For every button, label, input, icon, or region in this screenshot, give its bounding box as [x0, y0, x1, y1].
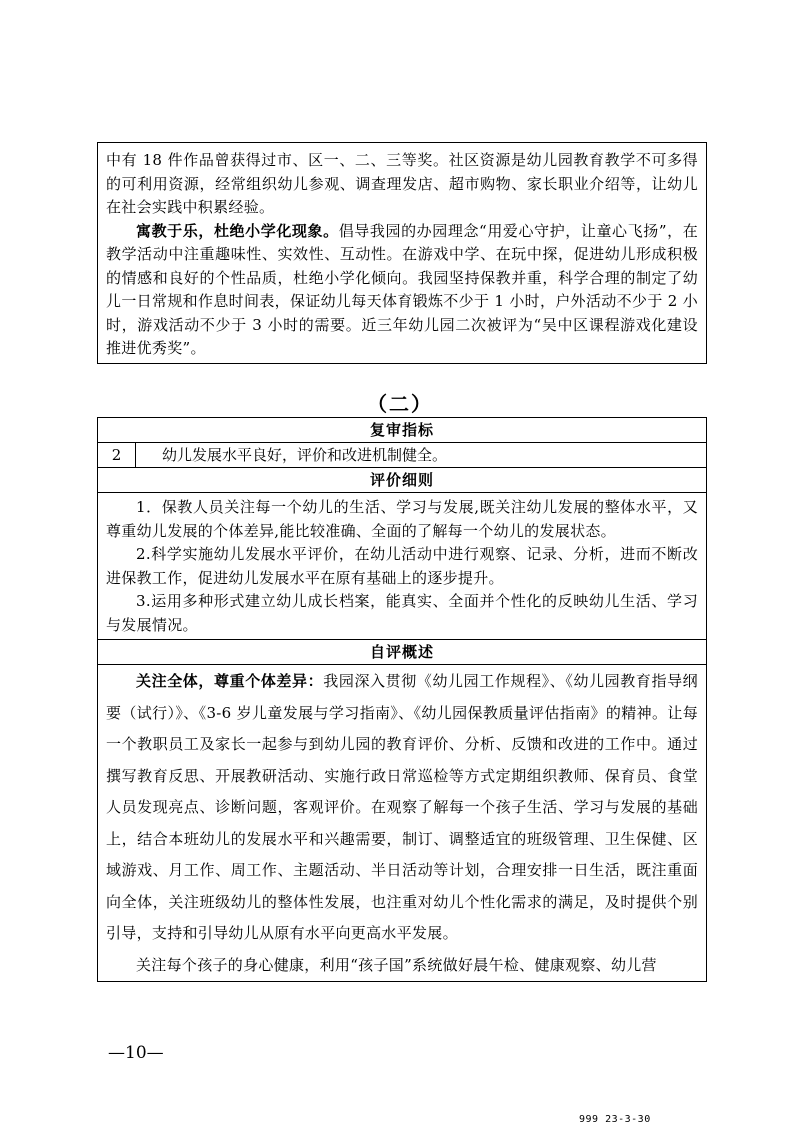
- footer-code: 999 23-3-30: [579, 1114, 651, 1125]
- criteria-item-1: 1．保教人员关注每一个幼儿的生活、学习与发展,既关注幼儿发展的整体水平，又尊重幼儿发展的个体差异,能比较准确、全面的了解每一个幼儿的发展状态。: [106, 498, 698, 540]
- self-eval-cell: [98, 665, 707, 982]
- top-paragraph-2-lead: 寓教于乐，杜绝小学化现象。: [136, 221, 339, 240]
- review-header-row: [98, 418, 707, 443]
- indicator-row: [98, 443, 707, 468]
- indicator-text: 幼儿发展水平良好，评价和改进机制健全。: [136, 443, 707, 468]
- self-eval-paragraph-1: [106, 666, 698, 950]
- criteria-item-3: 3.运用多种形式建立幼儿成长档案，能真实、全面并个性化的反映幼儿生活、学习与发展情况。: [106, 592, 698, 634]
- top-paragraph-2-body: 倡导我园的办园理念“用爱心守护，让童心飞扬”，在教学活动中注重趣味性、实效性、互动性。在游戏中学、在玩中探，促进幼儿形成积极的情感和良好的个性品质，杜绝小学化倾向。我园坚持保教并重，科学合理的制定了幼儿一日常规和作息时间表，保证幼儿每天体育锻炼不少于 1 小时，户外活动不少于 2 小时，游戏活动不少于 3 小时的需要。近三年幼儿园二次被评为“吴中区课程游戏化建设推进优秀奖”。: [106, 221, 698, 357]
- criteria-cell: [98, 493, 707, 640]
- criteria-row: [98, 493, 707, 640]
- self-eval-body: 我园深入贯彻《幼儿园工作规程》、《幼儿园教育指导纲要（试行）》、《3-6 岁儿童发展与学习指南》、《幼儿园保教质量评估指南》的精神。让每一个教职员工及家长一起参与到幼儿园的教育评价、分析、反馈和改进的工作中。通过撰写教育反思、开展教研活动、实施行政日常巡检等方式定期组织教师、保育员、食堂人员发现亮点、诊断问题，客观评价。在观察了解每一个孩子生活、学习与发展的基础上，结合本班幼儿的发展水平和兴趣需要，制订、调整适宜的班级管理、卫生保健、区域游戏、月工作、周工作、主题活动、半日活动等计划，合理安排一日生活，既注重面向全体，关注班级幼儿的整体性发展，也注重对幼儿个性化需求的满足，及时提供个别引导，支持和引导幼儿从原有水平向更高水平发展。: [106, 672, 698, 942]
- self-eval-row: [98, 665, 707, 982]
- review-header: 复审指标: [98, 418, 707, 443]
- top-paragraph-1: 中有 18 件作品曾获得过市、区一、二、三等奖。社区资源是幼儿园教育教学不可多得的可利用资源，经常组织幼儿参观、调查理发店、超市购物、家长职业介绍等，让幼儿在社会实践中积累经验。: [106, 151, 698, 216]
- criteria-header-row: [98, 468, 707, 493]
- page-number: —10—: [108, 1043, 164, 1063]
- self-eval-paragraph-2: 关注每个孩子的身心健康，利用“孩子国”系统做好晨午检、健康观察、幼儿营: [136, 955, 657, 974]
- criteria-header: 评价细则: [98, 468, 707, 493]
- top-paragraph-2: [106, 220, 698, 361]
- review-table: [97, 417, 707, 982]
- section-title: （二）: [367, 392, 433, 416]
- self-eval-header-row: [98, 640, 707, 665]
- self-eval-header: 自评概述: [98, 640, 707, 665]
- continued-text-box: [97, 142, 707, 364]
- criteria-item-2: 2.科学实施幼儿发展水平评价，在幼儿活动中进行观察、记录、分析，进而不断改进保教工作，促进幼儿发展水平在原有基础上的逐步提升。: [106, 545, 698, 587]
- indicator-number: 2: [98, 443, 136, 468]
- self-eval-lead: 关注全体，尊重个体差异：: [136, 672, 324, 690]
